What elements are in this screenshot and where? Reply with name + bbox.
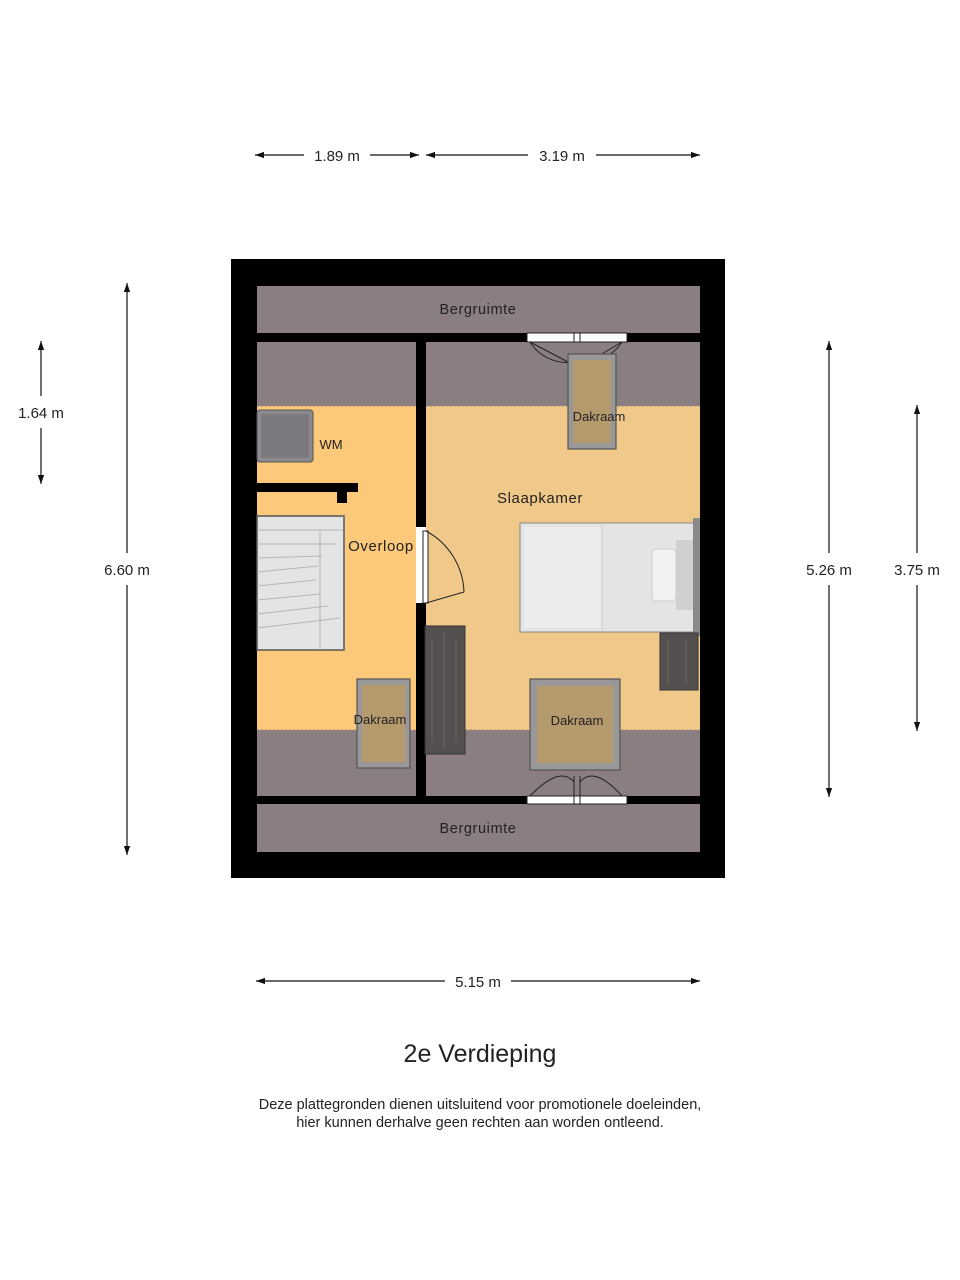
dimension-label-top-left: 1.89 m (314, 148, 360, 165)
dimension-label-bottom: 5.15 m (455, 974, 501, 991)
skylight-top-label: Dakraam (572, 409, 626, 424)
disclaimer-line-1: Deze plattegronden dienen uitsluitend voor promotionele doeleinden, (258, 1097, 702, 1113)
skylight-landing-label: Dakraam (353, 712, 407, 727)
washing-machine (257, 410, 313, 462)
disclaimer (0, 1096, 960, 1132)
stair-wall-end (337, 483, 347, 503)
storage-room-top-label: Bergruimte (439, 302, 517, 318)
dimension-left-inner (18, 341, 64, 484)
nightstand (660, 633, 698, 690)
dimension-label-left-inner: 1.64 m (18, 405, 64, 422)
storage-room-bottom-label: Bergruimte (439, 821, 517, 837)
dimension-left-outer (104, 283, 150, 855)
skylight-bedroom-label: Dakraam (550, 713, 604, 728)
washing-machine-label: WM (319, 437, 343, 452)
dimension-top-left (255, 148, 419, 165)
skylight-top (568, 354, 616, 449)
interior-wall (416, 342, 426, 527)
dimension-top-right (426, 148, 700, 165)
bottom-storage-wall (257, 796, 700, 804)
desk (425, 626, 465, 754)
floor-title: 2e Verdieping (403, 1040, 557, 1068)
disclaimer-line-2: hier kunnen derhalve geen rechten aan worden ontleend. (296, 1115, 664, 1131)
dimension-right-inner (806, 341, 852, 797)
dimension-label-top-right: 3.19 m (539, 148, 585, 165)
dimension-label-right-outer: 3.75 m (894, 562, 940, 579)
bedroom-label: Slaapkamer (496, 490, 584, 507)
dimension-label-right-inner: 5.26 m (806, 562, 852, 579)
landing-label: Overloop (348, 538, 414, 555)
staircase (257, 516, 344, 650)
top-storage-wall (257, 333, 700, 342)
dimension-right-outer (894, 405, 940, 731)
dimension-label-left-outer: 6.60 m (104, 562, 150, 579)
dimension-bottom (256, 974, 700, 991)
bed (520, 518, 700, 636)
